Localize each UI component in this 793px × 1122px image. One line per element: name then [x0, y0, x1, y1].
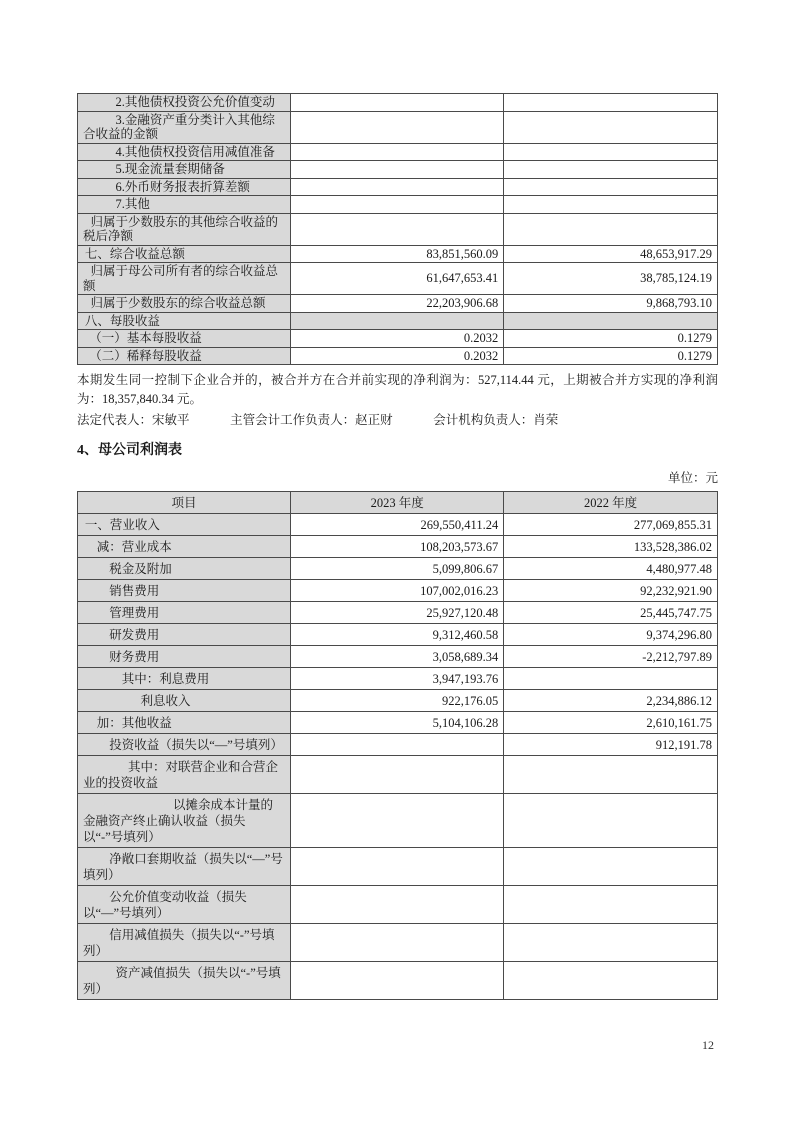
row-value-2022: 9,868,793.10 — [504, 295, 718, 313]
row-value-2022 — [504, 848, 718, 886]
row-value-2023 — [291, 734, 504, 756]
row-value-2023 — [291, 962, 504, 1000]
table-row — [78, 848, 718, 886]
row-label: 利息收入 — [78, 690, 291, 712]
table-row — [78, 111, 718, 143]
row-value-2022 — [504, 924, 718, 962]
table-row — [78, 602, 718, 624]
accounting-head: 会计机构负责人：肖荣 — [433, 413, 559, 427]
table-row — [78, 756, 718, 794]
row-label: 净敞口套期收益（损失以“—”号填列） — [78, 848, 291, 886]
row-label: 归属于母公司所有者的综合收益总额 — [78, 263, 291, 295]
table-row — [78, 514, 718, 536]
row-value-2023: 22,203,906.68 — [291, 295, 504, 313]
row-label: 其中：利息费用 — [78, 668, 291, 690]
row-value-2022: 48,653,917.29 — [504, 245, 718, 263]
row-value-2023 — [291, 312, 504, 330]
row-label: 归属于少数股东的综合收益总额 — [78, 295, 291, 313]
row-value-2022 — [504, 94, 718, 112]
row-value-2023 — [291, 213, 504, 245]
row-value-2023: 3,058,689.34 — [291, 646, 504, 668]
row-value-2023 — [291, 756, 504, 794]
chief-accountant: 主管会计工作负责人：赵正财 — [230, 413, 393, 427]
row-value-2022 — [504, 161, 718, 179]
row-value-2022: 25,445,747.75 — [504, 602, 718, 624]
header-item: 项目 — [78, 492, 291, 514]
row-value-2022 — [504, 143, 718, 161]
parent-income-table — [77, 491, 718, 1000]
row-value-2023: 61,647,653.41 — [291, 263, 504, 295]
row-value-2023 — [291, 178, 504, 196]
row-value-2023 — [291, 848, 504, 886]
row-value-2023: 269,550,411.24 — [291, 514, 504, 536]
row-label: 投资收益（损失以“—”号填列） — [78, 734, 291, 756]
header-row — [78, 492, 718, 514]
row-value-2022 — [504, 196, 718, 214]
row-label: 加：其他收益 — [78, 712, 291, 734]
table-row — [78, 245, 718, 263]
parent-table-body — [78, 514, 718, 1000]
row-value-2022: 2,234,886.12 — [504, 690, 718, 712]
header-2023: 2023 年度 — [291, 492, 504, 514]
table-row — [78, 646, 718, 668]
table-row — [78, 161, 718, 179]
row-label: 5.现金流量套期储备 — [78, 161, 291, 179]
table-row — [78, 143, 718, 161]
table-row — [78, 580, 718, 602]
table-row — [78, 624, 718, 646]
row-label: 税金及附加 — [78, 558, 291, 580]
table-row — [78, 178, 718, 196]
table-row — [78, 794, 718, 848]
page-number: 12 — [702, 1038, 714, 1052]
row-label: （一）基本每股收益 — [78, 330, 291, 348]
table-row — [78, 295, 718, 313]
table-row — [78, 690, 718, 712]
row-value-2022: 133,528,386.02 — [504, 536, 718, 558]
row-value-2023: 9,312,460.58 — [291, 624, 504, 646]
table-row — [78, 196, 718, 214]
legal-representative: 法定代表人：宋敏平 — [77, 413, 190, 427]
row-value-2022: 277,069,855.31 — [504, 514, 718, 536]
row-label: 6.外币财务报表折算差额 — [78, 178, 291, 196]
table-row — [78, 734, 718, 756]
row-value-2023 — [291, 886, 504, 924]
row-label: 4.其他债权投资信用减值准备 — [78, 143, 291, 161]
table-row — [78, 668, 718, 690]
table-row — [78, 886, 718, 924]
row-value-2023: 83,851,560.09 — [291, 245, 504, 263]
consolidated-table-body — [78, 94, 718, 365]
table-row — [78, 558, 718, 580]
table-row — [78, 347, 718, 365]
row-value-2023 — [291, 196, 504, 214]
row-value-2022 — [504, 962, 718, 1000]
row-value-2022 — [504, 312, 718, 330]
row-value-2023 — [291, 94, 504, 112]
row-value-2022: 0.1279 — [504, 330, 718, 348]
row-label: 一、营业收入 — [78, 514, 291, 536]
row-label: 其中：对联营企业和合营企业的投资收益 — [78, 756, 291, 794]
row-value-2022: 38,785,124.19 — [504, 263, 718, 295]
row-value-2022 — [504, 886, 718, 924]
row-value-2022: 9,374,296.80 — [504, 624, 718, 646]
row-value-2022 — [504, 178, 718, 196]
row-label: 3.金融资产重分类计入其他综合收益的金额 — [78, 111, 291, 143]
row-value-2022 — [504, 794, 718, 848]
row-label: 销售费用 — [78, 580, 291, 602]
table-row — [78, 962, 718, 1000]
table-row — [78, 94, 718, 112]
row-label: 7.其他 — [78, 196, 291, 214]
row-value-2023: 107,002,016.23 — [291, 580, 504, 602]
table-row — [78, 213, 718, 245]
merger-note: 本期发生同一控制下企业合并的，被合并方在合并前实现的净利润为：527,114.44 元，上期被合并方实现的净利润为：18,357,840.34 元。 — [77, 373, 718, 406]
row-label: （二）稀释每股收益 — [78, 347, 291, 365]
row-label: 减：营业成本 — [78, 536, 291, 558]
table-row — [78, 536, 718, 558]
row-value-2022: -2,212,797.89 — [504, 646, 718, 668]
table-row — [78, 924, 718, 962]
row-value-2023: 922,176.05 — [291, 690, 504, 712]
row-value-2023: 0.2032 — [291, 347, 504, 365]
row-label: 资产减值损失（损失以“-”号填列） — [78, 962, 291, 1000]
row-value-2022: 0.1279 — [504, 347, 718, 365]
row-label: 财务费用 — [78, 646, 291, 668]
row-value-2023: 3,947,193.76 — [291, 668, 504, 690]
row-value-2023: 25,927,120.48 — [291, 602, 504, 624]
row-label: 归属于少数股东的其他综合收益的税后净额 — [78, 213, 291, 245]
table-row — [78, 263, 718, 295]
row-value-2023 — [291, 794, 504, 848]
row-value-2023 — [291, 161, 504, 179]
row-value-2022 — [504, 213, 718, 245]
row-value-2022: 912,191.78 — [504, 734, 718, 756]
row-value-2022 — [504, 668, 718, 690]
unit-label: 单位：元 — [667, 471, 718, 485]
row-value-2023 — [291, 111, 504, 143]
row-label: 八、每股收益 — [78, 312, 291, 330]
row-value-2022: 92,232,921.90 — [504, 580, 718, 602]
row-value-2023 — [291, 143, 504, 161]
row-label: 以摊余成本计量的金融资产终止确认收益（损失以“-”号填列） — [78, 794, 291, 848]
row-value-2023: 5,104,106.28 — [291, 712, 504, 734]
section-title: 4、母公司利润表 — [77, 443, 182, 458]
header-2022: 2022 年度 — [504, 492, 718, 514]
consolidated-income-continued-table — [77, 93, 718, 365]
table-row — [78, 330, 718, 348]
row-label: 信用减值损失（损失以“-”号填列） — [78, 924, 291, 962]
row-label: 公允价值变动收益（损失以“—”号填列） — [78, 886, 291, 924]
row-label: 研发费用 — [78, 624, 291, 646]
row-value-2022: 2,610,161.75 — [504, 712, 718, 734]
table-row — [78, 312, 718, 330]
row-value-2022: 4,480,977.48 — [504, 558, 718, 580]
row-label: 七、综合收益总额 — [78, 245, 291, 263]
row-value-2022 — [504, 111, 718, 143]
table-row — [78, 712, 718, 734]
row-value-2023: 5,099,806.67 — [291, 558, 504, 580]
row-value-2023: 0.2032 — [291, 330, 504, 348]
signatories-line — [77, 411, 718, 430]
row-value-2023: 108,203,573.67 — [291, 536, 504, 558]
row-label: 管理费用 — [78, 602, 291, 624]
row-value-2023 — [291, 924, 504, 962]
row-value-2022 — [504, 756, 718, 794]
row-label: 2.其他债权投资公允价值变动 — [78, 94, 291, 112]
